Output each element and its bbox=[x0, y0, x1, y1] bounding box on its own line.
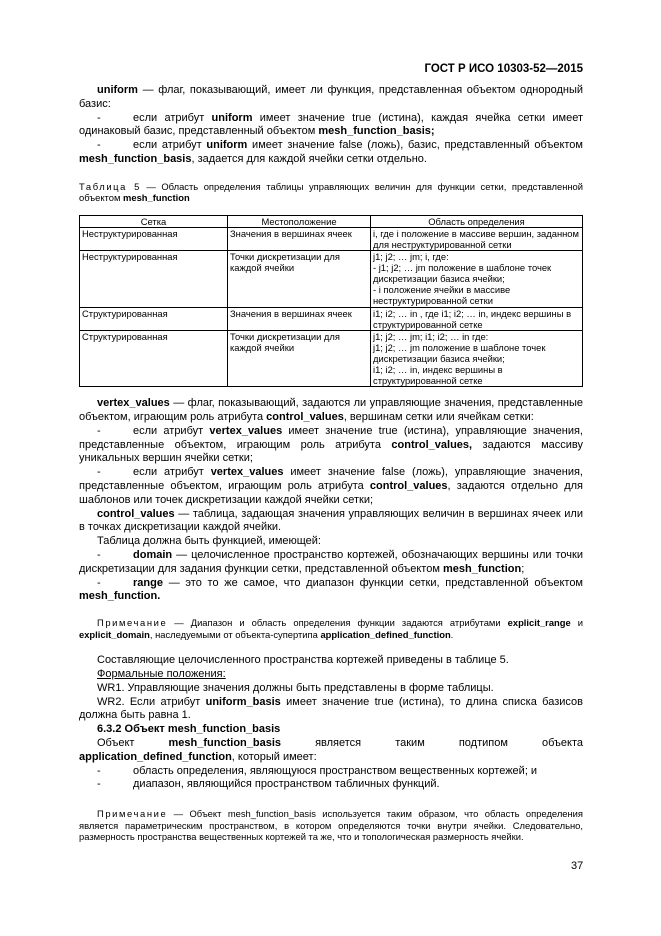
uniform-paragraph: uniform — флаг, показывающий, имеет ли функция, представленная объектом однородный базис: bbox=[79, 84, 583, 110]
vertex-values-false-item: - если атрибут vertex_values имеет значение false (ложь), управляющие значения, представленные объектом, играющим роль атрибута control_values, задаются отдельно для шаблонов или точек дискретизации каждой ячейки сетки; bbox=[79, 466, 583, 506]
column-header: Сетка bbox=[80, 215, 228, 227]
page-number: 37 bbox=[571, 860, 584, 872]
function-paragraph: Таблица должна быть функцией, имеющей: bbox=[97, 535, 321, 548]
table-header-row bbox=[80, 215, 583, 227]
formal-heading: Формальные положения: bbox=[97, 667, 226, 680]
page-content bbox=[79, 84, 583, 843]
domain-table bbox=[79, 215, 583, 387]
vertex-values-paragraph: vertex_values — флаг, показывающий, задаются ли управляющие значения, представленные объектом, играющим роль атрибута control_values, вершинам сетки или ячейкам сетки: bbox=[79, 397, 583, 423]
section-heading: 6.3.2 Объект mesh_function_basis bbox=[97, 723, 281, 736]
wr1: WR1. Управляющие значения должны быть представлены в форме таблицы. bbox=[97, 681, 494, 694]
table-row bbox=[80, 227, 583, 250]
table-cell: i, где i положение в массиве вершин, заданном для неструктурированной сетки bbox=[371, 227, 583, 250]
object-paragraph: Объект mesh_function_basis является таким подтипом объекта application_defined_function, который имеет: bbox=[79, 736, 583, 763]
range-item: - range — это то же самое, что диапазон функции сетки, представленной объектом mesh_function. bbox=[79, 576, 583, 603]
vertex-values-true-item: - если атрибут vertex_values имеет значение true (истина), управляющие значения, представленные объектом, играющим роль атрибута control_values, задаются массиву уникальных вершин ячейки сетки; bbox=[79, 424, 583, 465]
list-item: - диапазон, являющийся пространством табличных функций. bbox=[97, 778, 440, 791]
uniform-false-item: - если атрибут uniform имеет значение false (ложь), базис, представленный объектом mesh_function_basis, задается для каждой ячейки сетки отдельно. bbox=[79, 139, 583, 165]
table-cell: Точки дискретизации для каждой ячейки bbox=[228, 251, 371, 307]
table-cell: Неструктурированная bbox=[80, 227, 228, 250]
tuples-paragraph: Составляющие целочисленного пространства кортежей приведены в таблице 5. bbox=[97, 654, 509, 667]
table-cell: Неструктурированная bbox=[80, 251, 228, 307]
uniform-true-item: - если атрибут uniform имеет значение true (истина), каждая ячейка сетки имеет одинаковый базис, представленный объектом mesh_function_basis; bbox=[79, 111, 583, 138]
wr2: WR2. Если атрибут uniform_basis имеет значение true (истина), то длина списка базисов должна быть равна 1. bbox=[79, 695, 583, 722]
list-item: - область определения, являющуюся пространством вещественных кортежей; и bbox=[97, 764, 538, 777]
table-caption: Таблица 5 — Область определения таблицы управляющих величин для функции сетки, представленной объектом mesh_function bbox=[79, 180, 584, 204]
table-row bbox=[80, 330, 583, 386]
table-cell: j1; j2; … jm; i1; i2; … in где: j1; j2; … jm положение в шаблоне точек дискретизации базиса ячейки; i1; i2; … in, индекс вершины в структурированной сетке bbox=[371, 330, 583, 386]
control-values-paragraph: control_values — таблица, задающая значения управляющих величин в вершинах ячеек или в точках дискретизации каждой ячейки. bbox=[79, 507, 583, 534]
table-row bbox=[80, 307, 583, 330]
table-cell: Структурированная bbox=[80, 330, 228, 386]
table-cell: Значения в вершинах ячеек bbox=[228, 227, 371, 250]
table-row bbox=[80, 251, 583, 307]
column-header: Область определения bbox=[371, 215, 583, 227]
page-header: ГОСТ Р ИСО 10303-52—2015 bbox=[424, 63, 583, 75]
table-cell: j1; j2; … jm; i, где: - j1; j2; … jm положение в шаблоне точек дискретизации базиса ячейки; - i положение ячейки в массиве неструктурированной сетки bbox=[371, 251, 583, 307]
note-2: Примечание — Объект mesh_function_basis используется таким образом, что область определения является параметрическим пространством, в котором определяются точки внутри ячейки. Следовательно, размерность пространства вещественных кортежей та же, что и топологическая размерность ячейки. bbox=[79, 808, 583, 843]
table-cell: Значения в вершинах ячеек bbox=[228, 307, 371, 330]
table-cell: Структурированная bbox=[80, 307, 228, 330]
table-cell: i1; i2; … in , где i1; i2; … in, индекс вершины в структурированной сетке bbox=[371, 307, 583, 330]
table-cell: Точки дискретизации для каждой ячейки bbox=[228, 330, 371, 386]
column-header: Местоположение bbox=[228, 215, 371, 227]
note-1: Примечание — Диапазон и область определения функции задаются атрибутами explicit_range и explicit_domain, наследуемыми от объекта-супертипа application_defined_function. bbox=[79, 617, 583, 640]
domain-item: - domain — целочисленное пространство кортежей, обозначающих вершины или точки дискретизации для задания функции сетки, представленной объектом mesh_function; bbox=[79, 548, 583, 575]
